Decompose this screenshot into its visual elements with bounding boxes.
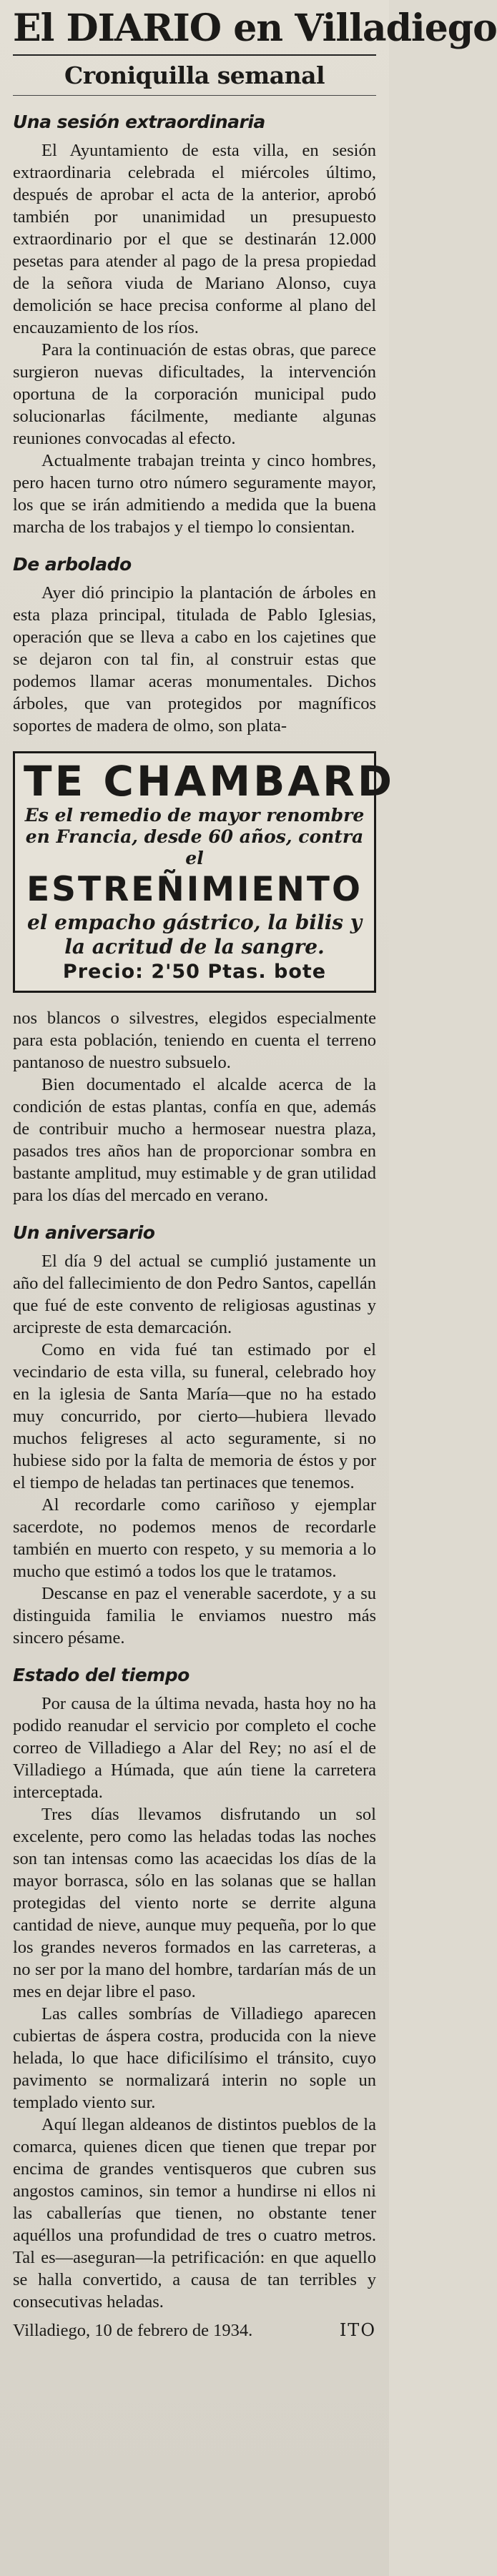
masthead: El DIARIO en Villadiego xyxy=(13,6,497,50)
ad-headline: ESTREÑIMIENTO xyxy=(26,870,363,909)
signoff xyxy=(13,2320,376,2341)
dateline: Villadiego, 10 de febrero de 1934. xyxy=(13,2321,253,2340)
subheading: Un aniversario xyxy=(13,1222,155,1243)
paragraph: Tres días llevamos disfrutando un sol excelente, pero como las heladas todas las noches son tan intensas como las acaecidas los días de la mayor borrasca, sólo en las solanas que se hallan protegidas del viento norte se derrite alguna cantidad de nieve, aunque muy pequeña, por lo que los grandes neveros formados en las carreteras, a no ser por la mano del hombre, tardarían más de un mes en dejar libre el paso. xyxy=(13,1805,376,2001)
subheading: De arbolado xyxy=(13,554,132,575)
ad-price: Precio: 2'50 Ptas. bote xyxy=(62,961,327,983)
masthead-rule xyxy=(13,54,376,56)
paragraph: Actualmente trabajan treinta y cinco hombres, pero hacen turno otro número seguramente mayor, los que se irán admitiendo a medida que la buena marcha de los trabajos y el tiempo lo consientan. xyxy=(13,451,376,537)
advertisement xyxy=(13,751,395,993)
subheading: Estado del tiempo xyxy=(13,1665,190,1685)
section-rule xyxy=(13,95,376,96)
paragraph: El día 9 del actual se cumplió justamente un año del fallecimiento de don Pedro Santos, capellán que fué de este convento de religiosas agustinas y arcipreste de esta demarcación. xyxy=(13,1252,376,1337)
author-signature: ITO xyxy=(339,2320,376,2340)
paragraph: Al recordarle como cariñoso y ejemplar sacerdote, no podemos menos de recordarle también en muerto con respeto, y su memoria a lo mucho que estimó a todos los que le tratamos. xyxy=(13,1495,376,1581)
paragraph: Ayer dió principio la plantación de árboles en esta plaza principal, titulada de Pablo Iglesias, operación que se lleva a cabo en los cajetines que se dejaron con tal fin, al construir estas que podemos llamar aceras monumentales. Dichos árboles, que van protegidos por magníficos soportes de madera de olmo, son plata- xyxy=(13,583,376,735)
article-top xyxy=(13,112,376,737)
paragraph: Como en vida fué tan estimado por el vecindario de esta villa, su funeral, celebrado hoy en la iglesia de Santa María—que no ha estado muy concurrido, por cierto—hubiera llevado muchos feligreses al acto seguramente, si no hubiese sido por la falta de memoria de éstos y por el tiempo de heladas tan pertinaces que tenemos. xyxy=(13,1340,376,1492)
ad-tagline: Es el remedio de mayor renombre en Francia, desde 60 años, contra el xyxy=(24,805,365,868)
paragraph: Bien documentado el alcalde acerca de la condición de estas plantas, confía en que, además de contribuir mucho a hermosear nuestra plaza, pasados tres años han de proporcionar sombra en bastante amplitud, muy estimable y de gran utilidad para los días del mercado en verano. xyxy=(13,1075,376,1205)
paragraph: nos blancos o silvestres, elegidos especialmente para esta población, teniendo en cuenta el terreno pantanoso de nuestro subsuelo. xyxy=(13,1009,376,1072)
ad-description: el empacho gástrico, la bilis y la acritud de la sangre. xyxy=(26,911,362,958)
subheading: Una sesión extraordinaria xyxy=(13,112,265,132)
signature-block xyxy=(340,2320,376,2341)
ad-brand: TE CHAMBARD xyxy=(24,757,395,806)
paragraph: Por causa de la última nevada, hasta hoy no ha podido reanudar el servicio por completo el coche correo de Villadiego a Alar del Rey; no así el de Villadiego a Húmada, que aún tiene la carretera interceptada. xyxy=(13,1694,376,1802)
paragraph: Aquí llegan aldeanos de distintos pueblos de la comarca, quienes dicen que tienen que trepar por encima de grandes ventisqueros que cubren sus angostos caminos, sin temor a hundirse ni ellos ni las caballerías que tienen, no obstante tener aquéllos una profundidad de tres o cuatro metros. Tal es—aseguran—la petrificación: en que aquello se halla convertido, a causa de tan terribles y consecutivas heladas. xyxy=(13,2115,376,2312)
article-bottom xyxy=(13,1007,376,2313)
section-title: Croniquilla semanal xyxy=(64,61,325,89)
paragraph: Las calles sombrías de Villadiego aparecen cubiertas de áspera costra, producida con la nieve helada, lo que hace dificilísimo el tránsito, cuyo pavimento se normalizará interin no sople un templado viento sur. xyxy=(13,2004,376,2112)
paragraph: Para la continuación de estas obras, que parece surgieron nuevas dificultades, la intervención oportuna de la corporación municipal pudo solucionarlas fácilmente, mediante algunas reuniones convocadas al efecto. xyxy=(13,340,376,448)
paragraph: Descanse en paz el venerable sacerdote, y a su distinguida familia le enviamos nuestro más sincero pésame. xyxy=(13,1584,376,1648)
paragraph: El Ayuntamiento de esta villa, en sesión extraordinaria celebrada el miércoles último, después de aprobar el acta de la anterior, aprobó también por unanimidad un presupuesto extraordinario por el que se destinarán 12.000 pesetas para atender al pago de la presa propiedad de la señora viuda de Mariano Alonso, cuya demolición se hace precisa conforme al plano del encauzamiento de los ríos. xyxy=(13,141,376,337)
